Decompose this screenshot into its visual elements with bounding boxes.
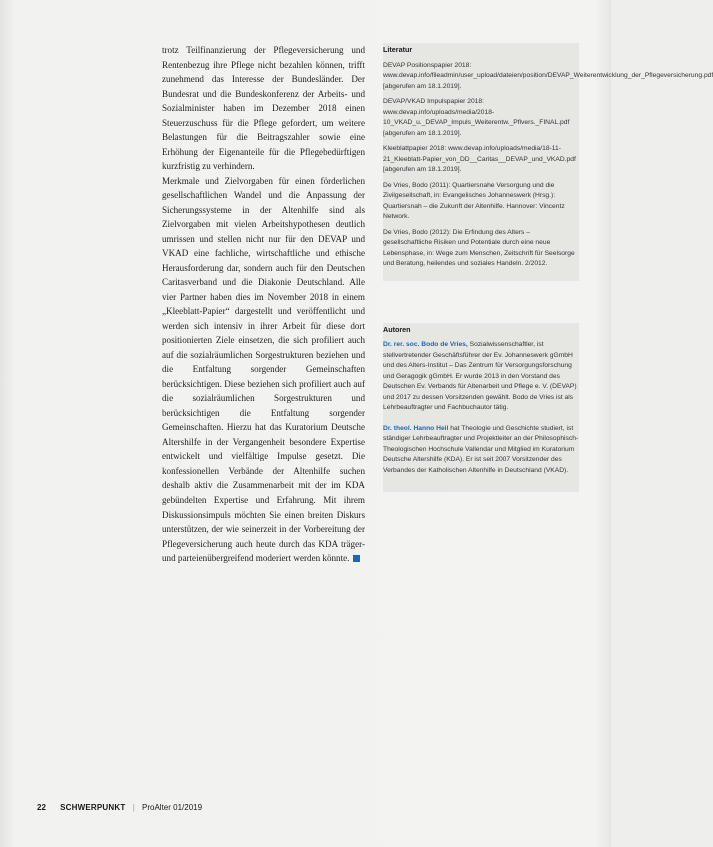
publication-issue: ProAlter 01/2019	[142, 803, 203, 812]
authors-heading: Autoren	[383, 324, 411, 334]
article-paragraph: trotz Teilfinanzierung der Pflegeversicherung und Rentenbezug ihre Pflege nicht bezahlen können, trifft zunehmend das Interesse der Bundesländer. Der Bundesrat und die Bundeskonferenz der Arbeits- und Sozialminister haben im Dezember 2018 einen Steuerzuschuss für die Pflege gefordert, um weitere Belastungen für die Beitragszahler sowie eine Erhöhung der Eigenanteile für die Pflegebedürftigen kurzfristig zu verhindern.	[162, 45, 365, 172]
literature-entry: De Vries, Bodo (2011): Quartiersnahe Versorgung und die Zivilgesellschaft, in: Evangelisches Johanneswerk (Hrsg.): Quartiersnah – die Zukunft der Altenhilfe. Hannover: Vincentz Network.	[383, 181, 565, 220]
article-paragraph	[162, 174, 365, 566]
footer-separator: |	[132, 803, 135, 812]
author-bio-text: Sozialwissenschaftler, ist stellvertretender Geschäftsführer der Ev. Johanneswerk gGmbH und des Alters-Institut – Das Zentrum für Versorgungsforschung und Geragogik gGmbH. Er wurde 2013 in den Vorstand des Deutschen Ev. Verbands für Altenarbeit und Pflege e. V. (DEVAP) und 2017 zu dessen Vorsitzenden gewählt. Bodo de Vries ist als Lehrbeauftragter und Fachbuchautor tätig.	[383, 341, 577, 411]
author-bio	[383, 424, 579, 477]
author-name: Dr. rer. soc. Bodo de Vries,	[383, 341, 468, 348]
sidebar	[383, 43, 713, 492]
author-bio	[383, 340, 579, 414]
author-name: Dr. theol. Hanno Heil	[383, 424, 449, 432]
authors-box	[383, 323, 579, 493]
literature-entry: DEVAP Positionspapier 2018: www.devap.info/fileadmin/user_upload/dateien/position/DEVAP_Weiterentwicklung_der_Pflegeversicherung.pdf [abgerufen am 18.1.2019].	[383, 61, 713, 90]
end-of-article-mark	[353, 555, 360, 562]
literature-entry: DEVAP/VKAD Impulspapier 2018: www.devap.info/uploads/media/2018-10_VKAD_u._DEVAP_Impuls_Weiterentw._Pflvers._FINAL.pdf [abgerufen am 18.1.2019].	[383, 98, 570, 137]
literature-entry: Kleeblattpapier 2018: www.devap.info/uploads/media/18-11-21_Kleeblatt-Papier_von_DD__Caritas__DEVAP_und_VKAD.pdf [abgerufen am 18.1.2019].	[383, 145, 576, 173]
page-number: 22	[37, 803, 46, 812]
literature-box	[383, 43, 713, 281]
sidebar-spacer	[383, 281, 579, 323]
author-bio-text: hat Theologie und Geschichte studiert, ist ständiger Lehrbeauftragter und Projektleiter an der Philosophisch-Theologischen Hochschule Vallendar und Mitglied im Kuratorium Deutsche Altershilfe (KDA). Er ist seit 2007 Vorsitzender des Verbandes der Katholischen Altenhilfe in Deutschland (VKAD).	[383, 424, 579, 474]
literature-heading: Literatur	[383, 45, 413, 54]
page-footer	[37, 803, 202, 812]
section-label: SCHWERPUNKT	[60, 803, 126, 812]
article-paragraph-text: Merkmale und Zielvorgaben für einen förderlichen gesellschaftlichen Wandel und die Anpassung der Sicherungssysteme in der Altenhilfe sind als Zielvorgaben mit vielen Arbeitshypothesen deutlich umrissen und stellen nicht nur für den DEVAP und VKAD eine fachliche, wirtschaftliche und ethische Herausforderung dar, sondern auch für den Deutschen Caritasverband und die Diakonie Deutschland. Alle vier Partner haben dies im November 2018 in einem „Kleeblatt-Papier“ dargestellt und veröffentlicht und werden sich intensiv in ihrer Arbeit für diese dort positionierten Ziele einsetzen, die sich profiliert auch auf die sozialräumlichen Sorgestrukturen beziehen und die Entfaltung sorgender Gemeinschaften berücksichtigen. Diese beziehen sich profiliert auch auf die sozialräumlichen Sorgestrukturen und berücksichtigen die Entfaltung sorgender Gemeinschaften. Hierzu hat das Kuratorium Deutsche Altershilfe in der Vergangenheit besondere Expertise entwickelt und vielfältige Impulse gesetzt. Die konfessionellen Verbände der Altenhilfe suchen deshalb aktiv die Zusammenarbeit mit der im KDA gebündelten Expertise und Erfahrung. Mit ihrem Diskussionsimpuls möchten Sie einen breiten Diskurs unterstützen, der wie seinerzeit in der Vorbereitung der Pflegeversicherung auch heute durch das KDA träger- und parteienübergreifend moderiert werden könnte.	[162, 175, 365, 564]
literature-entry: De Vries, Bodo (2012): Die Erfindung des Alters – gesellschaftliche Risiken und Potentiale durch eine neue Lebensphase, in: Wege zum Menschen, Zeitschrift für Seelsorge und Beratung, heilendes und soziales Handeln. 2/2012.	[383, 228, 575, 267]
main-article-column	[162, 43, 365, 566]
